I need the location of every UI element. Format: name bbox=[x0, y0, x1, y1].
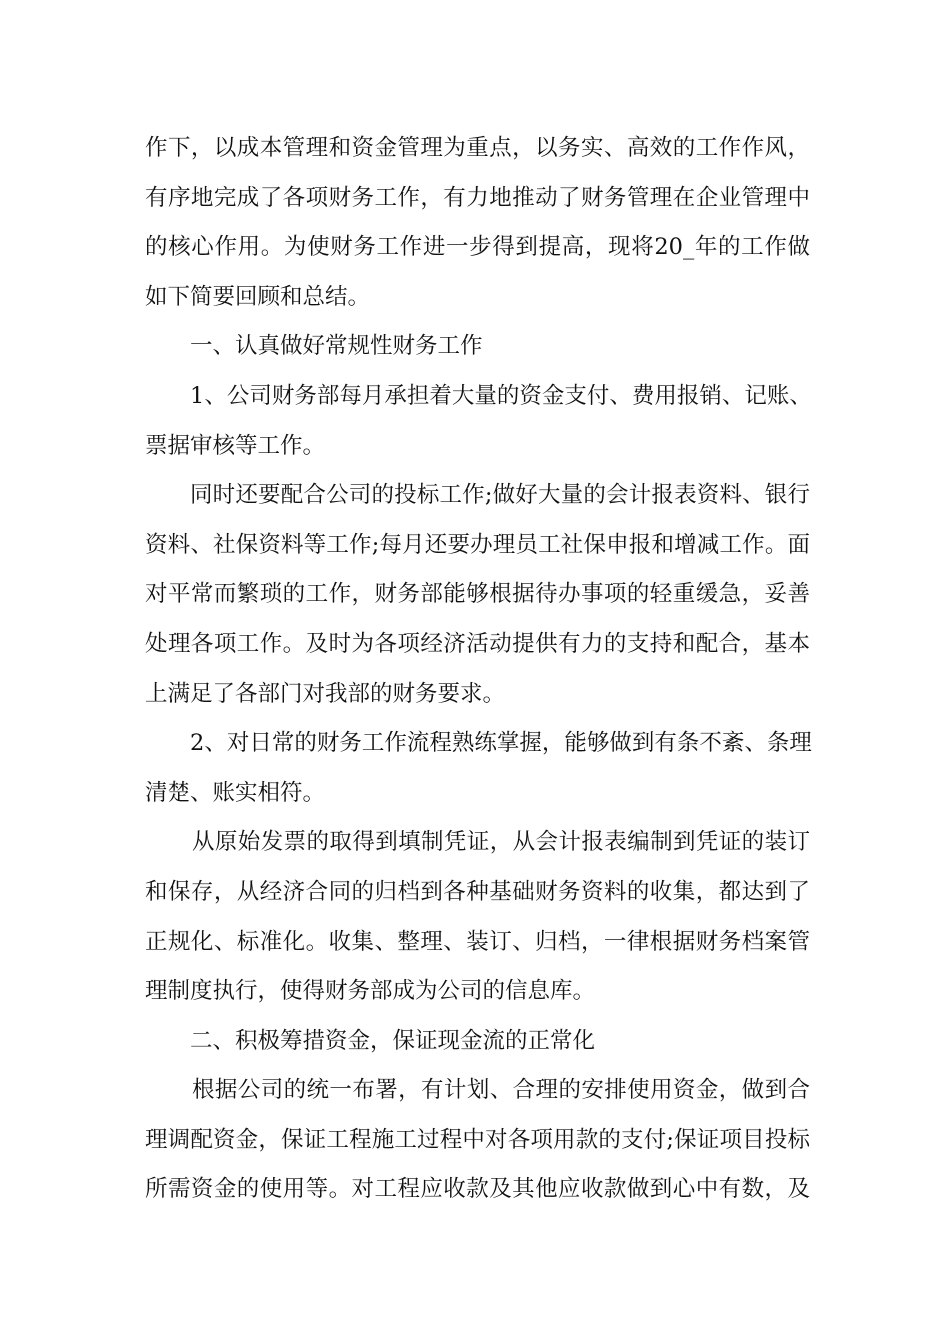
body-line: 清楚、账实相符。 bbox=[145, 779, 326, 806]
body-line: 有序地完成了各项财务工作，有力地推动了财务管理在企业管理中 bbox=[145, 184, 810, 211]
body-line: 根据公司的统一布署，有计划、合理的安排使用资金，做到合 bbox=[192, 1077, 810, 1104]
body-line: 对平常而繁琐的工作，财务部能够根据待办事项的轻重缓急，妥善 bbox=[145, 581, 810, 608]
document-body bbox=[145, 124, 810, 1215]
body-line: 作下，以成本管理和资金管理为重点，以务实、高效的工作作风， bbox=[145, 135, 810, 161]
body-line: 处理各项工作。及时为各项经济活动提供有力的支持和配合，基本 bbox=[145, 630, 810, 657]
body-line: 正规化、标准化。收集、整理、装订、归档，一律根据财务档案管 bbox=[145, 928, 810, 955]
body-line: 同时还要配合公司的投标工作;做好大量的会计报表资料、银行 bbox=[190, 482, 810, 509]
section-heading: 二、积极筹措资金，保证现金流的正常化 bbox=[190, 1027, 596, 1054]
body-line: 从原始发票的取得到填制凭证，从会计报表编制到凭证的装订 bbox=[192, 829, 810, 856]
body-line: 上满足了各部门对我部的财务要求。 bbox=[145, 680, 506, 707]
body-line: 资料、社保资料等工作;每月还要办理员工社保申报和增减工作。面 bbox=[145, 531, 810, 558]
section-heading: 一、认真做好常规性财务工作 bbox=[190, 333, 483, 360]
body-line: 的核心作用。为使财务工作进一步得到提高，现将20_年的工作做 bbox=[145, 234, 810, 261]
body-line: 理制度执行，使得财务部成为公司的信息库。 bbox=[145, 978, 596, 1005]
body-line: 和保存，从经济合同的归档到各种基础财务资料的收集，都达到了 bbox=[145, 878, 810, 905]
body-line: 1、公司财务部每月承担着大量的资金支付、费用报销、记账、 bbox=[190, 382, 812, 409]
body-line: 所需资金的使用等。对工程应收款及其他应收款做到心中有数，及 bbox=[145, 1176, 810, 1203]
body-line: 理调配资金，保证工程施工过程中对各项用款的支付;保证项目投标 bbox=[145, 1126, 810, 1153]
body-line: 2、对日常的财务工作流程熟练掌握，能够做到有条不紊、条理 bbox=[190, 730, 812, 757]
body-line: 票据审核等工作。 bbox=[145, 432, 326, 459]
body-line: 如下简要回顾和总结。 bbox=[145, 283, 371, 310]
